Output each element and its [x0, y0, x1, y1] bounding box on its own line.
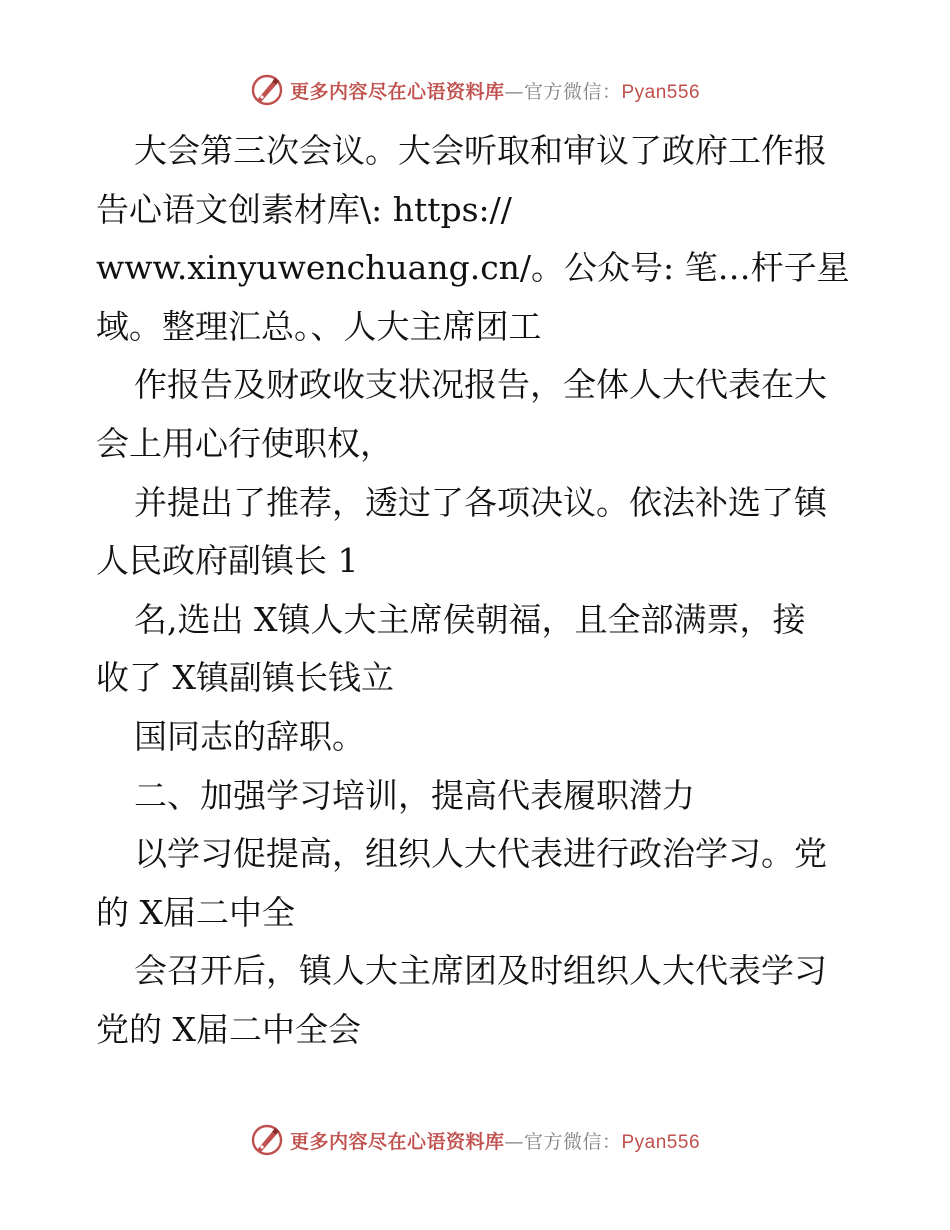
body-line: 域。整理汇总。、人大主席团工: [96, 306, 542, 346]
body-line: 会召开后，镇人大主席团及时组织人大代表学习: [134, 951, 827, 991]
header-text: [290, 77, 700, 104]
header-brand-text: 更多内容尽在心语资料库: [289, 80, 505, 103]
body-line: 人民政府副镇长 1: [96, 541, 359, 581]
body-line: 作报告及财政收支状况报告，全体人大代表在大: [134, 365, 827, 405]
body-line: www.xinyuwenchuang.cn/。公众号: 笔…杆子星: [96, 248, 850, 288]
body-line: 党的 X届二中全会: [96, 1009, 361, 1049]
body-line: 名,选出 X镇人大主席侯朝福，且全部满票，接: [134, 599, 806, 639]
body-line: 告心语文创素材库\: https://: [96, 189, 512, 229]
footer-dash: —: [504, 1130, 524, 1153]
header-dash: —: [504, 80, 524, 103]
pen-logo-icon: [250, 73, 284, 107]
footer-banner: [0, 1120, 950, 1160]
body-text: [96, 122, 866, 1060]
pen-logo-icon: [250, 1123, 284, 1157]
footer-text: [290, 1127, 700, 1154]
footer-brand-text: 更多内容尽在心语资料库: [289, 1130, 505, 1153]
footer-wechat-label: 官方微信：: [523, 1130, 622, 1153]
header-wechat-label: 官方微信：: [523, 80, 622, 103]
section-heading: 二、加强学习培训，提高代表履职潜力: [134, 775, 695, 815]
header-banner: [0, 70, 950, 110]
body-line: 会上用心行使职权，: [96, 423, 393, 463]
header-wechat-id: Pyan556: [621, 81, 701, 103]
body-line: 并提出了推荐，透过了各项决议。依法补选了镇: [134, 482, 827, 522]
body-line: 的 X届二中全: [96, 892, 295, 932]
body-line: 收了 X镇副镇长钱立: [96, 658, 394, 698]
body-line: 以学习促提高，组织人大代表进行政治学习。党: [134, 834, 827, 874]
footer-wechat-id: Pyan556: [621, 1131, 701, 1153]
body-line: 大会第三次会议。大会听取和审议了政府工作报: [134, 131, 827, 170]
body-line: 国同志的辞职。: [134, 716, 365, 756]
